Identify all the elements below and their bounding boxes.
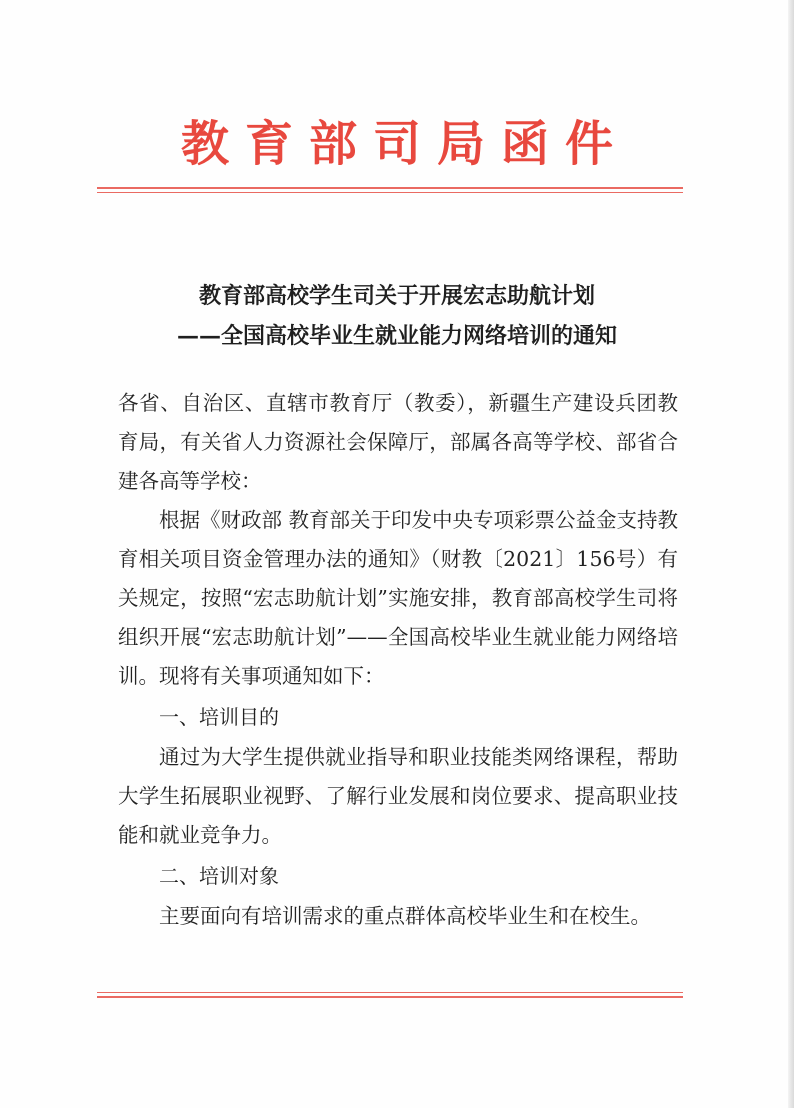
footer-divider xyxy=(97,992,683,998)
section-text-purpose: 通过为大学生提供就业指导和职业技能类网络课程，帮助大学生拓展职业视野、了解行业发展和岗位要求、提高职业技能和就业竞争力。 xyxy=(118,745,678,847)
section-heading-audience: 二、培训对象 xyxy=(159,864,279,888)
divider-thin-line xyxy=(97,192,683,193)
section-heading-purpose: 一、培训目的 xyxy=(159,705,279,729)
divider-thick-line xyxy=(97,996,683,998)
title-line-1: 教育部高校学生司关于开展宏志助航计划 xyxy=(198,283,595,309)
document-body xyxy=(118,384,678,936)
document-title xyxy=(110,276,684,356)
title-line-2: ——全国高校毕业生就业能力网络培训的通知 xyxy=(176,323,617,349)
divider-thin-line xyxy=(97,992,683,993)
section-text-audience: 主要面向有培训需求的重点群体高校毕业生和在校生。 xyxy=(159,904,651,928)
divider-thick-line xyxy=(97,187,683,189)
masthead-divider xyxy=(97,187,683,193)
intro-paragraph: 根据《财政部 教育部关于印发中央专项彩票公益金支持教育相关项目资金管理办法的通知》（财教〔2021〕156号）有关规定，按照“宏志助航计划”实施安排，教育部高校学生司将组织开展“宏志助航计划”——全国高校毕业生就业能力网络培训。现将有关事项通知如下： xyxy=(118,508,679,688)
masthead-title: 教育部司局函件 xyxy=(180,116,629,172)
scan-edge-shadow xyxy=(788,0,794,1108)
salutation: 各省、自治区、直辖市教育厅（教委），新疆生产建设兵团教育局，有关省人力资源社会保障厅，部属各高等学校、部省合建各高等学校： xyxy=(118,391,678,493)
